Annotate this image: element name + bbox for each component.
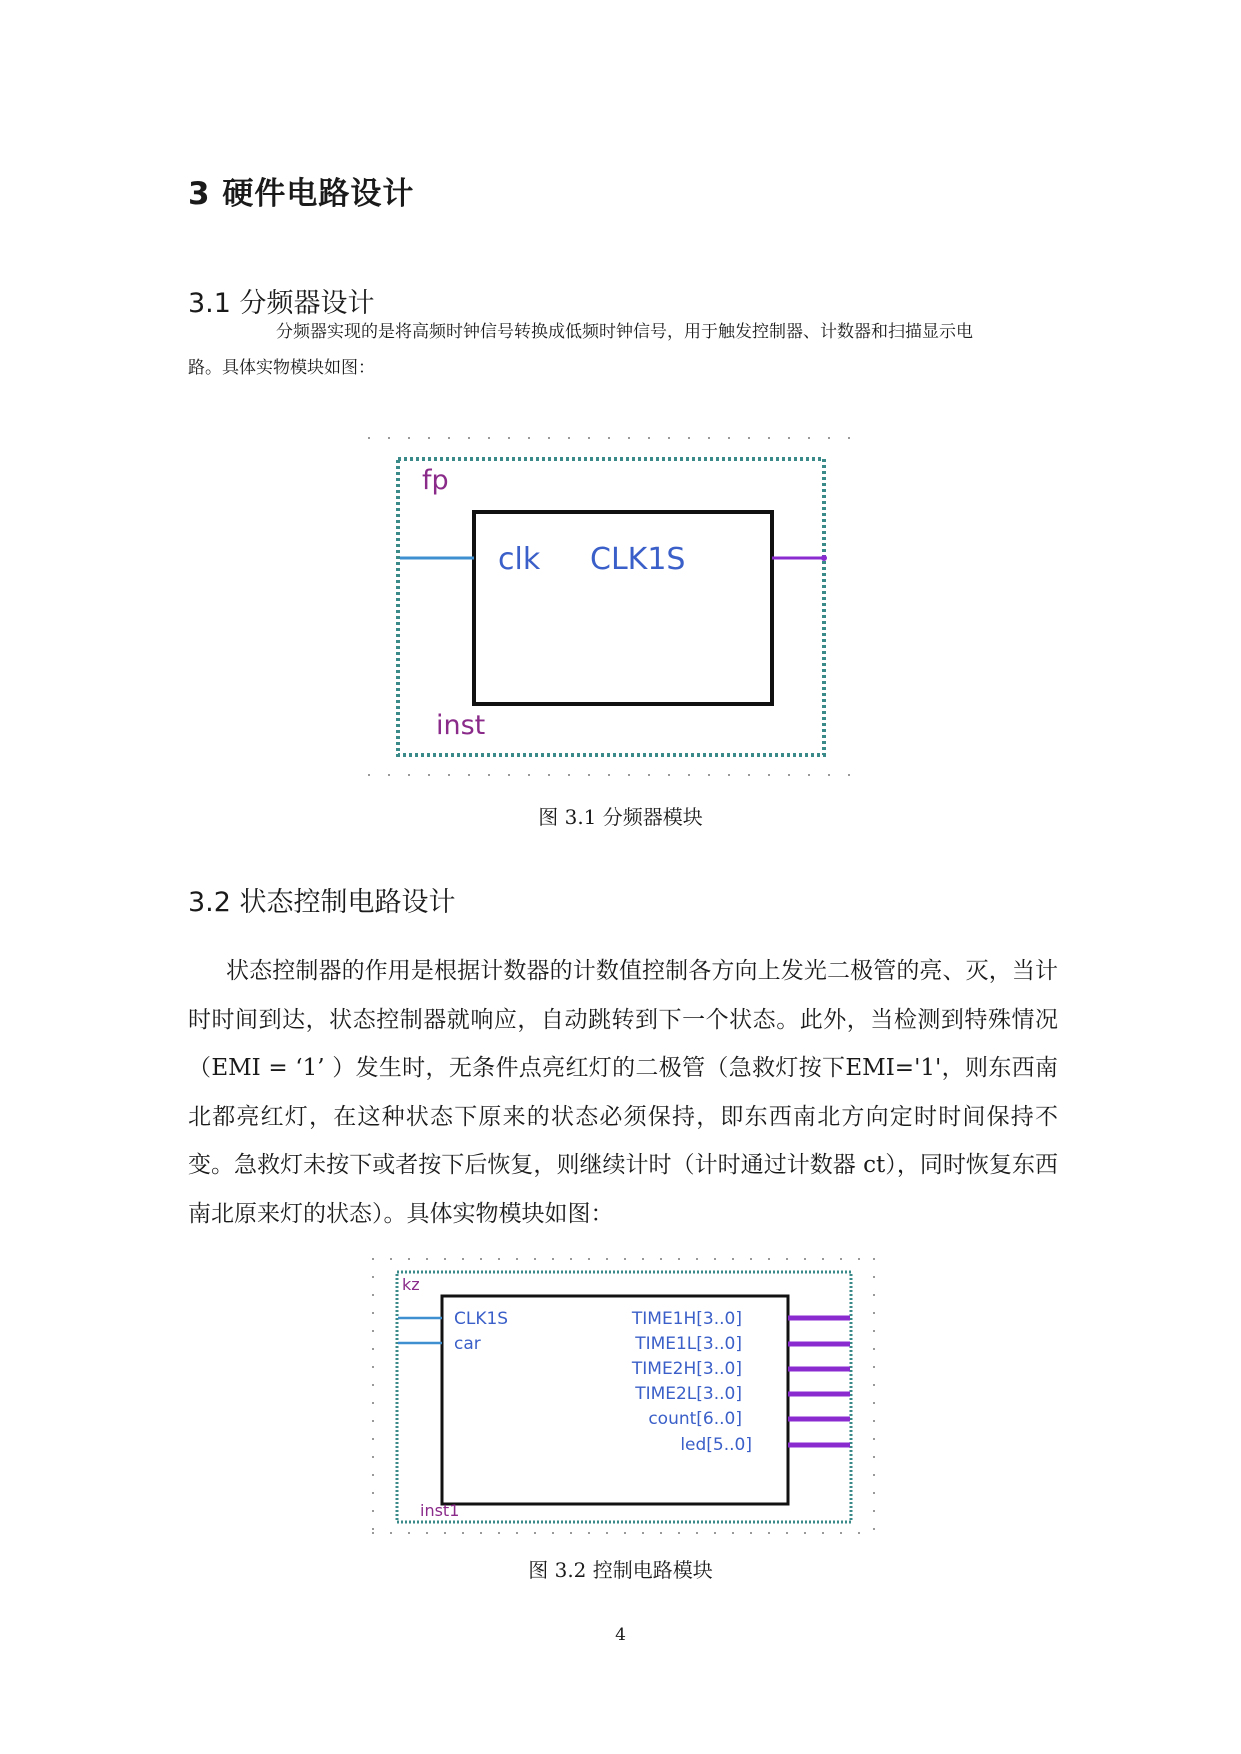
section1-paragraph-line2: 路。具体实物模块如图： <box>188 358 375 378</box>
section1-paragraph-line1: 分频器实现的是将高频时钟信号转换成低频时钟信号，用于触发控制器、计数器和扫描显示电 <box>276 322 973 342</box>
input-port-label: CLK1S <box>454 1309 509 1329</box>
input-port-label: car <box>454 1334 481 1354</box>
output-port-label: TIME2L[3..0] <box>635 1384 742 1404</box>
section1-paragraph <box>188 314 1058 386</box>
block-name-label: kz <box>402 1275 420 1294</box>
chapter-title: 3 硬件电路设计 <box>188 176 415 212</box>
input-port-label: clk <box>498 542 541 577</box>
instance-label: inst1 <box>420 1501 460 1520</box>
output-port-label: TIME2H[3..0] <box>631 1359 742 1379</box>
component-box <box>474 512 772 704</box>
output-port-label: TIME1L[3..0] <box>635 1334 742 1354</box>
figure-3-2 <box>372 1258 876 1535</box>
section2-paragraph: 状态控制器的作用是根据计数器的计数值控制各方向上发光二极管的亮、灭，当计时时间到达，状态控制器就响应，自动跳转到下一个状态。此外，当检测到特殊情况（EMI = ‘1’ ）发生时，无条件点亮红灯的二极管（急救灯按下EMI='1'，则东西南北都亮红灯，在这种状态下原来的状态必须保持，即东西南北方向定时时间保持不变。急救灯未按下或者按下后恢复，则继续计时（计时通过计数器 ct），同时恢复东西南北原来灯的状态）。具体实物模块如图： <box>188 958 1058 1227</box>
output-port-label: led[5..0] <box>680 1435 752 1455</box>
output-port-label: count[6..0] <box>648 1409 742 1429</box>
figure-3-1 <box>368 437 864 777</box>
output-port-label: CLK1S <box>590 542 686 577</box>
control-block-diagram <box>372 1258 876 1535</box>
output-port-label: TIME1H[3..0] <box>631 1309 742 1329</box>
instance-label: inst <box>436 710 486 741</box>
section-title-3-1: 3.1 分频器设计 <box>188 288 375 319</box>
figure-3-1-caption: 图 3.1 分频器模块 <box>538 805 703 829</box>
page-number: 4 <box>615 1625 626 1645</box>
figure-3-2-caption: 图 3.2 控制电路模块 <box>528 1558 713 1582</box>
block-name-label: fp <box>422 465 449 496</box>
divider-block-diagram <box>368 437 864 777</box>
section-title-3-2: 3.2 状态控制电路设计 <box>188 887 456 918</box>
